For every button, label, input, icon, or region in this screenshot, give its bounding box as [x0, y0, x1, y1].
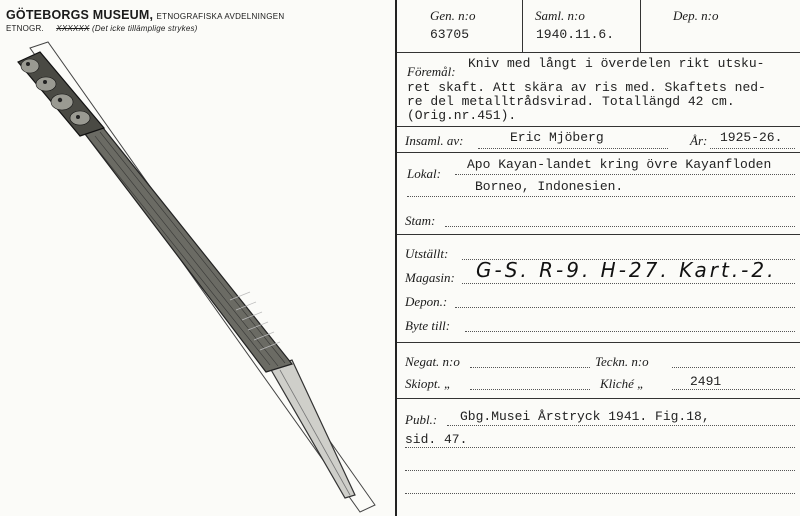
- foremal-line-2: ret skaft. Att skära av ris med. Skaftets ned-: [407, 80, 766, 95]
- dotted-line: [407, 196, 795, 197]
- negat-label: Negat. n:o: [405, 354, 460, 369]
- museum-header: [6, 8, 284, 22]
- lokal-line-1: Apo Kayan-landet kring övre Kayanfloden: [467, 157, 772, 172]
- dotted-line: [405, 447, 795, 448]
- gen-nr-value: 63705: [430, 27, 470, 42]
- header-line-2: [6, 24, 198, 33]
- foremal-label: Föremål:: [407, 64, 456, 79]
- dotted-line: [447, 425, 795, 426]
- dotted-line: [405, 470, 795, 471]
- dotted-line: [465, 331, 795, 332]
- teckn-label: Teckn. n:o: [595, 354, 649, 369]
- foremal-line-1: Kniv med långt i överdelen rikt utsku-: [468, 56, 765, 71]
- card-divider: [395, 0, 397, 516]
- column-divider: [522, 0, 523, 52]
- publ-label: Publ.:: [405, 412, 438, 427]
- depon-label: Depon.:: [405, 294, 448, 309]
- row-line: [397, 126, 800, 127]
- dotted-line: [462, 283, 795, 284]
- publ-line-2: sid. 47.: [405, 432, 468, 447]
- dotted-line: [455, 174, 795, 175]
- dotted-line: [455, 307, 795, 308]
- foremal-line-4: (Orig.nr.451).: [407, 108, 517, 123]
- struck-text: XXXXXX: [56, 24, 90, 33]
- etnogr-label: ETNOGR.: [6, 24, 44, 33]
- knife-drawing: [0, 40, 395, 516]
- magasin-label: Magasin:: [405, 270, 455, 285]
- insaml-value: Eric Mjöberg: [510, 130, 604, 145]
- dotted-line: [445, 226, 795, 227]
- kliche-label: Kliché „: [600, 376, 645, 391]
- saml-nr-label: Saml. n:o: [535, 8, 585, 23]
- skiopt-label: Skiopt. „: [405, 376, 452, 391]
- row-line: [397, 234, 800, 235]
- museum-name: GÖTEBORGS MUSEUM,: [6, 8, 154, 22]
- column-divider: [640, 0, 641, 52]
- dotted-line: [478, 148, 668, 149]
- row-line: [397, 52, 800, 53]
- department-name: ETNOGRAFISKA AVDELNINGEN: [156, 12, 285, 21]
- ar-label: År:: [690, 133, 708, 148]
- lokal-line-2: Borneo, Indonesien.: [475, 179, 624, 194]
- dotted-line: [672, 389, 795, 390]
- dotted-line: [405, 493, 795, 494]
- dep-nr-label: Dep. n:o: [673, 8, 719, 23]
- byte-label: Byte till:: [405, 318, 451, 333]
- publ-line-1: Gbg.Musei Årstryck 1941. Fig.18,: [460, 409, 710, 424]
- dotted-line: [710, 148, 795, 149]
- ar-value: 1925-26.: [720, 130, 783, 145]
- dotted-line: [672, 367, 795, 368]
- dotted-line: [470, 389, 590, 390]
- header-note: (Det icke tillämplige strykes): [91, 24, 198, 33]
- saml-nr-value: 1940.11.6.: [536, 27, 615, 42]
- row-line: [397, 398, 800, 399]
- row-line: [397, 152, 800, 153]
- row-line: [397, 342, 800, 343]
- kliche-value: 2491: [690, 374, 722, 389]
- dotted-line: [470, 367, 590, 368]
- lokal-label: Lokal:: [407, 166, 441, 181]
- foremal-line-3: re del metalltrådsvirad. Totallängd 42 cm.: [407, 94, 735, 109]
- insaml-label: Insaml. av:: [405, 133, 464, 148]
- magasin-value: G-S. R-9. H-27. Kart.-2.: [476, 258, 777, 282]
- utstallt-label: Utställt:: [405, 246, 449, 261]
- gen-nr-label: Gen. n:o: [430, 8, 476, 23]
- stam-label: Stam:: [405, 213, 436, 228]
